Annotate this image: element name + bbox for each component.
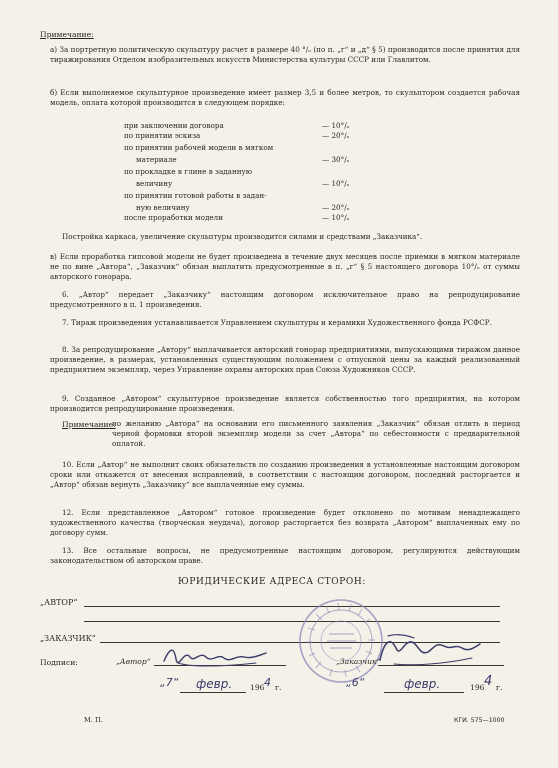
payment-label: материале	[136, 155, 177, 164]
clause-8: 8. За репродуцирование „Автору“ выплачивается авторский гонорар предприятиями, выпускающими тиражом данное произведение, в размерах, установленных существующим положением с отпускной цены за каждый реализованный предприятием экземпляр, через Управление охраны авторских прав Союза Художников СССР.	[50, 345, 520, 374]
date-left-year: 196	[250, 683, 265, 692]
payment-label: при заключении договора	[124, 121, 224, 130]
date-right-month-line	[384, 692, 464, 693]
note2-text: по желанию „Автора“ на основании его письменного заявления „Заказчик“ обязан отлить в период черной формовки второй экземпляр модели за счет „Автора“ по себестоимости с предварительной оплатой.	[112, 419, 520, 448]
author-address-line	[84, 606, 500, 607]
signatures-label: Подписи:	[40, 658, 78, 667]
author-signature	[160, 643, 270, 669]
note-b: б) Если выполняемое скульптурное произведение имеет размер 3,5 и более метров, то скульптором создается рабочая модель, оплата которой производится в следующем порядке:	[50, 88, 520, 107]
clause-7: 7. Тираж произведения устанавливается Управлением скульптуры и керамики Художественного фонда РСФСР.	[62, 318, 492, 327]
note-v: в) Если проработка гипсовой модели не будет произведена в течение двух месяцев после приемки в мягком материале не по вине „Автора“, „Заказчик“ обязан выплатить предусмотренные в п. „г“ § 5 настоящего договора 10°/ₒ от суммы авторского гонорара.	[50, 252, 520, 281]
customer-signature	[374, 630, 486, 670]
date-right-suffix: г.	[496, 683, 503, 692]
payment-value: — 10°/ₒ	[322, 213, 350, 222]
date-right-year-hand: 4	[484, 674, 493, 689]
payment-label: по принятии готовой работы в задан-	[124, 191, 267, 200]
payment-label: по принятии рабочей модели в мягком	[124, 143, 274, 152]
note-a: а) За портретную политическую скульптуру расчет в размере 40 °/ₒ (по п. „г“ и „д“ § 5) производится после принятия для тиражирования Отделом изобразительных искусств Министерства культуры СССР или Главлитом.	[50, 45, 520, 64]
sig-customer-label: „Заказчик“	[336, 657, 381, 666]
clause-12: 12. Если представленное „Автором“ готовое произведение будет отклонено по мотивам ненадлежащего художественного качества (творческая неудача), договор расторгается без возврата „Автором“ выплаченных ему по договору сумм.	[50, 508, 520, 537]
author-label: „АВТОР“	[40, 598, 78, 607]
date-left-month-line	[180, 692, 246, 693]
frame-note: Постройка каркаса, увеличение скульптуры производится силами и средствами „Заказчика“.	[62, 232, 423, 241]
note2-title: Примечание:	[62, 420, 116, 429]
date-right-day: „6“	[346, 676, 365, 689]
date-left-suffix: г.	[275, 683, 282, 692]
clause-6: 6. „Автор“ передает „Заказчику“ настоящим договором исключительное право на репродуцирование предусмотренного в п. 1 произведения.	[50, 290, 520, 309]
seal-place-mark: М. П.	[84, 716, 103, 724]
payment-label: ную величину	[136, 203, 190, 212]
payment-value: — 10°/ₒ	[322, 121, 350, 130]
payment-label: величину	[136, 179, 173, 188]
customer-label: „ЗАКАЗЧИК“	[40, 634, 96, 643]
payment-label: по прокладке в глине в заданную	[124, 167, 253, 176]
author-address-line	[84, 621, 500, 622]
date-right-year: 196	[470, 683, 485, 692]
sig-author-label: „Автор“	[116, 657, 151, 666]
clause-13: 13. Все остальные вопросы, не предусмотренные настоящим договором, регулируются действующим законодательством об авторском праве.	[50, 546, 520, 565]
print-code: КГИ. 575—1000	[454, 717, 505, 724]
payment-label: по принятии эскиза	[124, 131, 201, 140]
payment-value: — 20°/ₒ	[322, 131, 350, 140]
clause-10: 10. Если „Автор“ не выполнит своих обязательств по созданию произведения в установленные настоящим договором сроки или откажется от внесения исправлений, в соответствии с настоящим договором, последний расторгается и „Автор“ обязан вернуть „Заказчику“ все выплаченные ему суммы.	[50, 460, 520, 489]
date-left-year-hand: 4	[264, 676, 271, 689]
date-left-day: „7“	[160, 676, 179, 689]
note-title: Примечание:	[40, 30, 94, 39]
date-left-month: февр.	[196, 677, 233, 691]
round-seal-stamp	[296, 596, 386, 686]
clause-9: 9. Созданное „Автором“ скульптурное произведение является собственностью того предприятия, на котором производится репродуцирование произведения.	[50, 394, 520, 413]
addresses-heading: ЮРИДИЧЕСКИЕ АДРЕСА СТОРОН:	[178, 577, 366, 587]
date-right-month: февр.	[404, 677, 441, 691]
payment-label: после проработки модели	[124, 213, 224, 222]
payment-value: — 10°/ₒ	[322, 179, 350, 188]
payment-value: — 30°/ₒ	[322, 155, 350, 164]
payment-value: — 20°/ₒ	[322, 203, 350, 212]
